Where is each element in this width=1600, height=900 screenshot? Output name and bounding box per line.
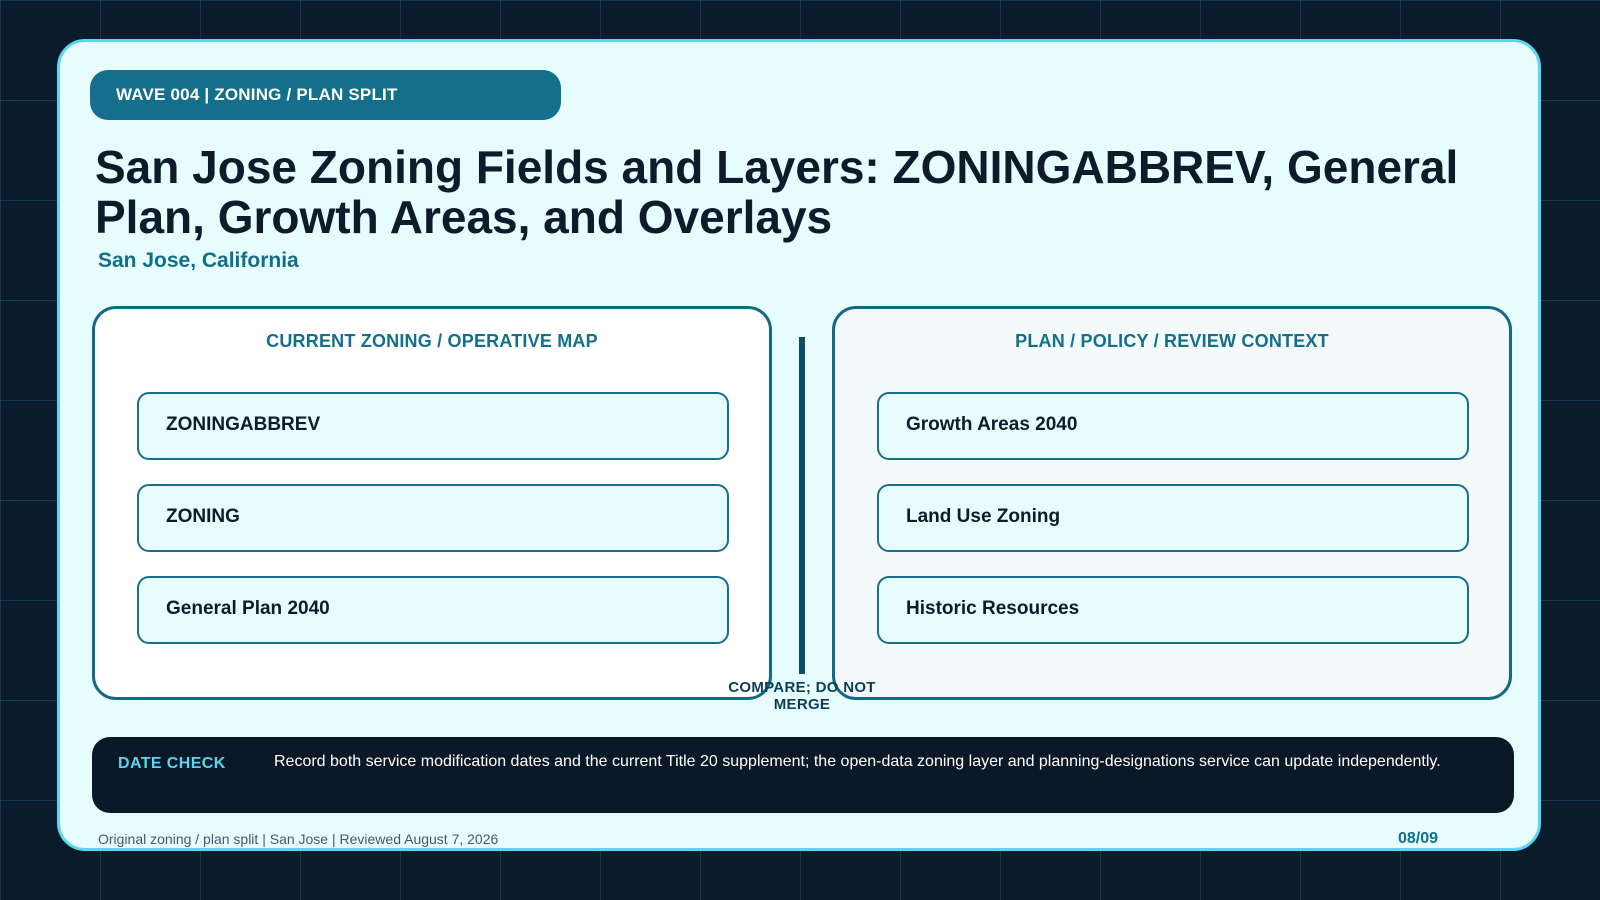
- layer-item-growth-areas-2040: Growth Areas 2040: [877, 392, 1469, 460]
- compare-label: COMPARE; DO NOT MERGE: [728, 679, 876, 713]
- slide-card: [57, 39, 1541, 851]
- date-check-label: DATE CHECK: [118, 755, 226, 772]
- wave-badge: WAVE 004 | ZONING / PLAN SPLIT: [90, 70, 561, 120]
- page-subtitle: San Jose, California: [98, 249, 299, 272]
- layer-item-zoning: ZONING: [137, 484, 729, 552]
- plan-policy-heading: PLAN / POLICY / REVIEW CONTEXT: [1015, 331, 1329, 351]
- date-check-bar: [92, 737, 1514, 813]
- layer-item-historic-resources: Historic Resources: [877, 576, 1469, 644]
- page-title: San Jose Zoning Fields and Layers: ZONINGABBREV, General Plan, Growth Areas, and Overlays: [95, 141, 1459, 243]
- layer-item-land-use-zoning: Land Use Zoning: [877, 484, 1469, 552]
- current-zoning-heading: CURRENT ZONING / OPERATIVE MAP: [266, 331, 598, 351]
- layer-item-zoningabbrev: ZONINGABBREV: [137, 392, 729, 460]
- current-zoning-panel: [92, 306, 772, 700]
- panel-divider: [799, 337, 805, 674]
- page-number: 08/09: [1398, 830, 1439, 847]
- layer-item-general-plan-2040: General Plan 2040: [137, 576, 729, 644]
- footer-source: Original zoning / plan split | San Jose | Reviewed August 7, 2026: [98, 831, 499, 847]
- plan-policy-panel: [832, 306, 1512, 700]
- date-check-text: Record both service modification dates and the current Title 20 supplement; the open-data zoning layer and planning-designations service can update independently.: [274, 753, 1441, 770]
